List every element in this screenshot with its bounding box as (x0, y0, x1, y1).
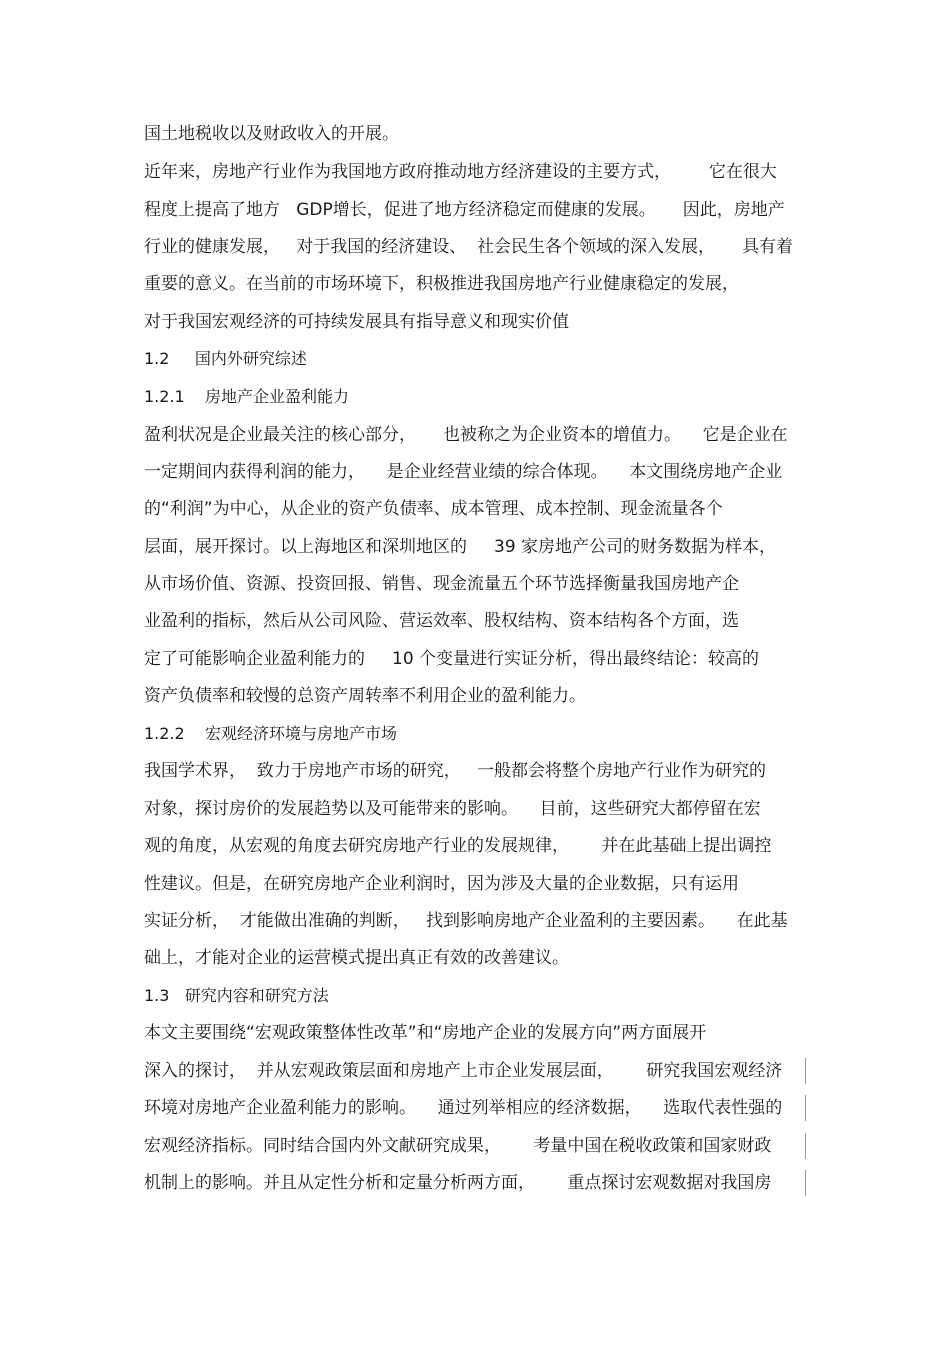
paragraph-line: 程度上提高了地方 GDP增长，促进了地方经济稳定而健康的发展。 因此，房地产 (144, 200, 785, 220)
margin-rule (805, 1133, 806, 1159)
paragraph-line: 国土地税收以及财政收入的开展。 (144, 124, 399, 144)
paragraph-line: 础上，才能对企业的运营模式提出真正有效的改善建议。 (144, 948, 569, 968)
paragraph-line: 资产负债率和较慢的总资产周转率不利用企业的盈利能力。 (144, 686, 586, 706)
paragraph-line: 深入的探讨， 并从宏观政策层面和房地产上市企业发展层面， 研究我国宏观经济 (144, 1061, 783, 1081)
paragraph-line: 环境对房地产企业盈利能力的影响。 通过列举相应的经济数据， 选取代表性强的 (144, 1098, 783, 1118)
paragraph-line: 重要的意义。在当前的市场环境下，积极推进我国房地产行业健康稳定的发展， (144, 274, 739, 294)
paragraph-line: 性建议。但是，在研究房地产企业利润时，因为涉及大量的企业数据，只有运用 (144, 874, 739, 894)
margin-rule (805, 1170, 806, 1196)
margin-rule (805, 1095, 806, 1121)
paragraph-line: 从市场价值、资源、投资回报、销售、现金流量五个环节选择衡量我国房地产企 (144, 574, 739, 594)
paragraph-line: 的“利润”为中心，从企业的资产负债率、成本管理、成本控制、现金流量各个 (144, 499, 723, 519)
paragraph-line: 近年来，房地产行业作为我国地方政府推动地方经济建设的主要方式， 它在很大 (144, 162, 777, 182)
paragraph-line: 我国学术界， 致力于房地产市场的研究， 一般都会将整个房地产行业作为研究的 (144, 761, 767, 781)
margin-rule (805, 1058, 806, 1084)
paragraph-line: 层面，展开探讨。以上海地区和深圳地区的 39 家房地产公司的财务数据为样本， (144, 537, 777, 557)
paragraph-line: 对象，探讨房价的发展趋势以及可能带来的影响。 目前，这些研究大都停留在宏 (144, 799, 761, 819)
paragraph-line: 本文主要围绕“宏观政策整体性改革”和“房地产企业的发展方向”两方面展开 (144, 1023, 707, 1043)
section-heading-1-2: 1.2 国内外研究综述 (144, 349, 307, 368)
paragraph-line: 行业的健康发展， 对于我国的经济建设、 社会民生各个领域的深入发展， 具有着 (144, 237, 794, 257)
paragraph-line: 业盈利的指标，然后从公司风险、营运效率、股权结构、资本结构各个方面，选 (144, 611, 739, 631)
paragraph-line: 定了可能影响企业盈利能力的 10 个变量进行实证分析，得出最终结论：较高的 (144, 649, 760, 669)
section-heading-1-3: 1.3 研究内容和研究方法 (144, 986, 329, 1005)
paragraph-line: 盈利状况是企业最关注的核心部分， 也被称之为企业资本的增值力。 它是企业在 (144, 425, 788, 445)
paragraph-line: 观的角度，从宏观的角度去研究房地产行业的发展规律， 并在此基础上提出调控 (144, 836, 772, 856)
paragraph-line: 一定期间内获得利润的能力， 是企业经营业绩的综合体现。 本文围绕房地产企业 (144, 462, 783, 482)
paragraph-line: 宏观经济指标。同时结合国内外文献研究成果， 考量中国在税收政策和国家财政 (144, 1136, 772, 1156)
section-heading-1-2-2: 1.2.2 宏观经济环境与房地产市场 (144, 724, 398, 743)
section-heading-1-2-1: 1.2.1 房地产企业盈利能力 (144, 387, 350, 406)
paragraph-line: 机制上的影响。并且从定性分析和定量分析两方面， 重点探讨宏观数据对我国房 (144, 1173, 772, 1193)
paragraph-line: 实证分析， 才能做出准确的判断， 找到影响房地产企业盈利的主要因素。 在此基 (144, 911, 788, 931)
paragraph-line: 对于我国宏观经济的可持续发展具有指导意义和现实价值 (144, 312, 569, 332)
